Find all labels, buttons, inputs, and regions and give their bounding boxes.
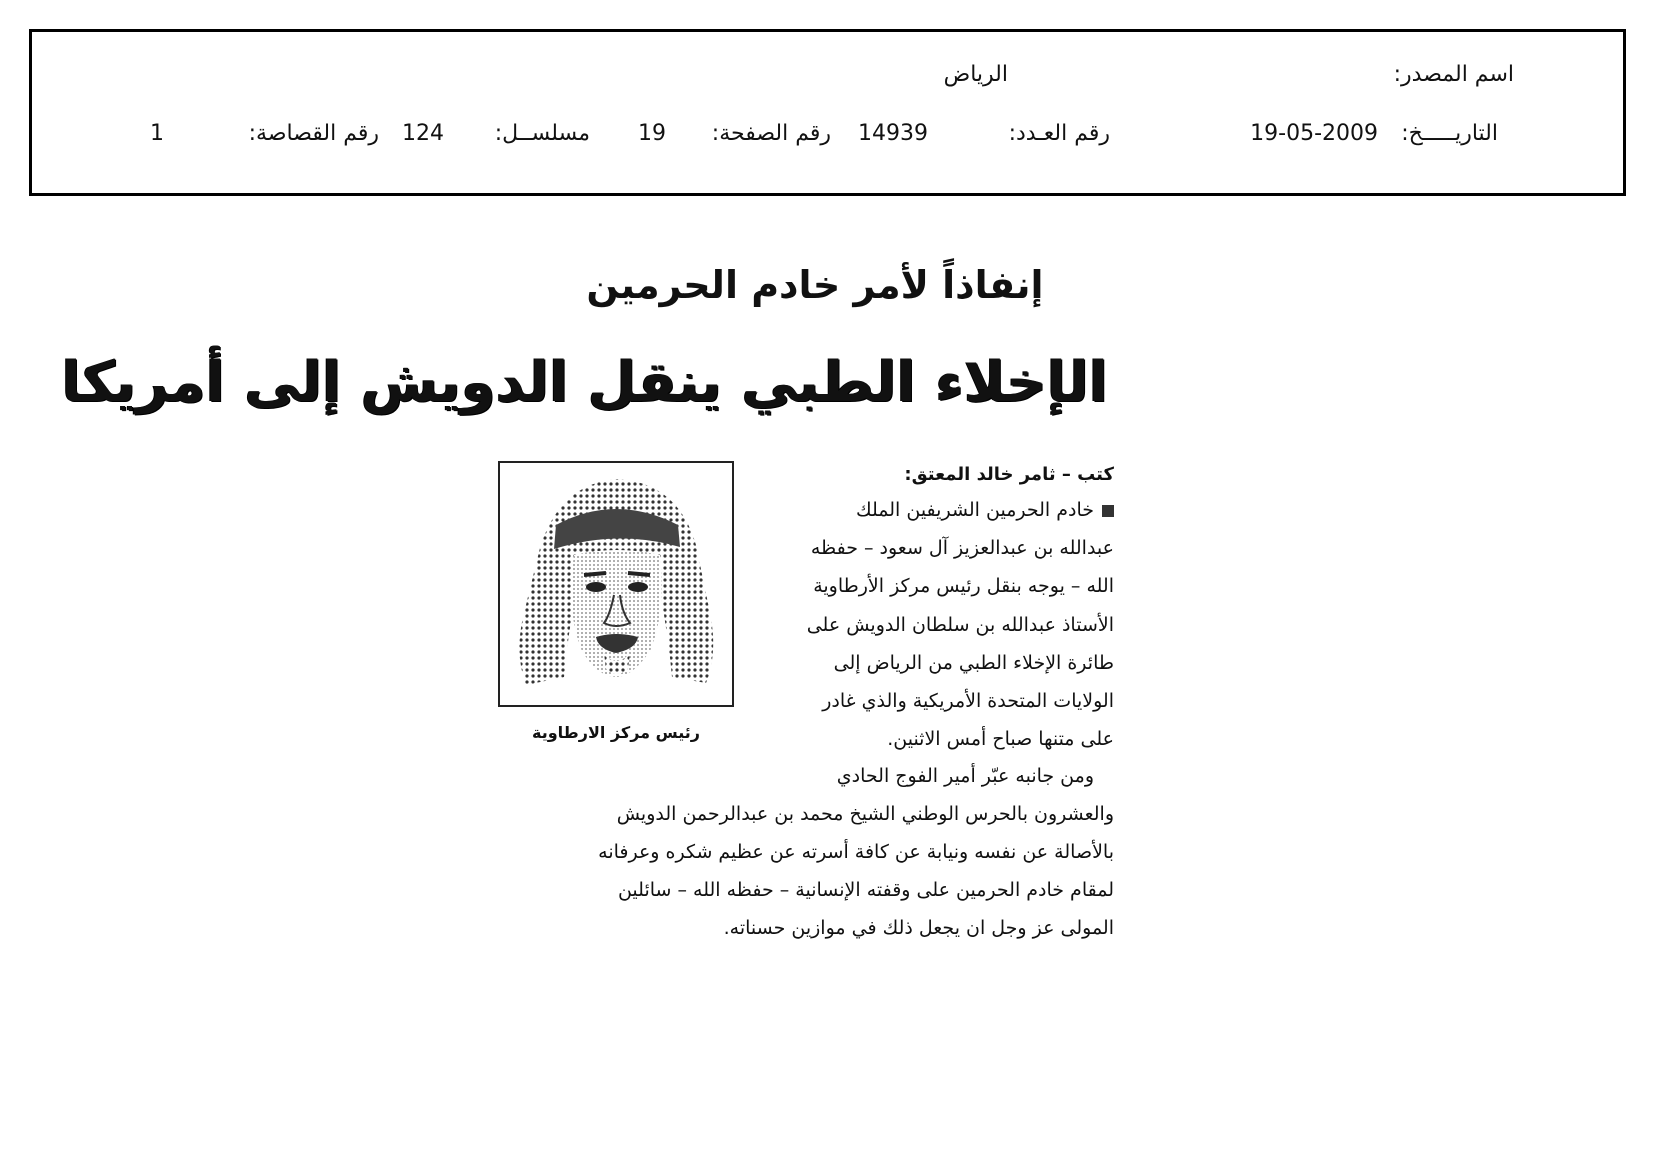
article-line-7: على متنها صباح أمس الاثنين. (887, 728, 1114, 750)
serial-label: مسلســل: (494, 121, 590, 146)
page-value: 19 (638, 121, 666, 146)
article-line-11: لمقام خادم الحرمين على وقفته الإنسانية – حفظه الله – سائلين (617, 879, 1114, 901)
clipping-header-box (29, 29, 1626, 196)
article-line-1-text: خادم الحرمين الشريفين الملك (855, 499, 1094, 521)
clipping-label: رقم القصاصة: (248, 121, 379, 146)
date-label: التاريـــــخ: (1401, 121, 1498, 146)
article-line-4: الأستاذ عبدالله بن سلطان الدويش على (806, 614, 1114, 636)
article-headline: الإخلاء الطبي ينقل الدويش إلى أمريكا (61, 350, 1108, 415)
article-line-1 (856, 497, 1114, 523)
serial-value: 124 (402, 121, 444, 146)
article-line-5: طائرة الإخلاء الطبي من الرياض إلى (833, 652, 1114, 674)
article-line-12: المولى عز وجل ان يجعل ذلك في موازين حسناته. (723, 917, 1114, 939)
article-line-3: الله – يوجه بنقل رئيس مركز الأرطاوية (813, 575, 1114, 597)
article-byline: كتب – ثامر خالد المعتق: (904, 464, 1114, 485)
article-line-6: الولايات المتحدة الأمريكية والذي غادر (822, 690, 1114, 712)
clipping-value: 1 (150, 121, 164, 146)
source-value: الرياض (943, 62, 1008, 87)
article-line-10: بالأصالة عن نفسه ونيابة عن كافة أسرته عن عظيم شكره وعرفانه (598, 841, 1114, 863)
date-value: 19-05-2009 (1250, 121, 1378, 146)
square-bullet-icon (1102, 505, 1114, 517)
article-line-2: عبدالله بن عبدالعزيز آل سعود – حفظه (810, 537, 1114, 559)
source-label: اسم المصدر: (1393, 62, 1514, 87)
page-label: رقم الصفحة: (711, 121, 831, 146)
article-line-9: والعشرون بالحرس الوطني الشيخ محمد بن عبدالرحمن الدويش (616, 803, 1114, 825)
photo-caption: رئيس مركز الارطاوية (532, 723, 700, 742)
portrait-image (500, 463, 732, 705)
article-kicker: إنفاذاً لأمر خادم الحرمين (586, 263, 1044, 307)
issue-label: رقم العـدد: (1008, 121, 1110, 146)
portrait-photo (498, 461, 734, 707)
issue-value: 14939 (858, 121, 928, 146)
article-line-8: ومن جانبه عبّر أمير الفوج الحادي (836, 765, 1094, 787)
